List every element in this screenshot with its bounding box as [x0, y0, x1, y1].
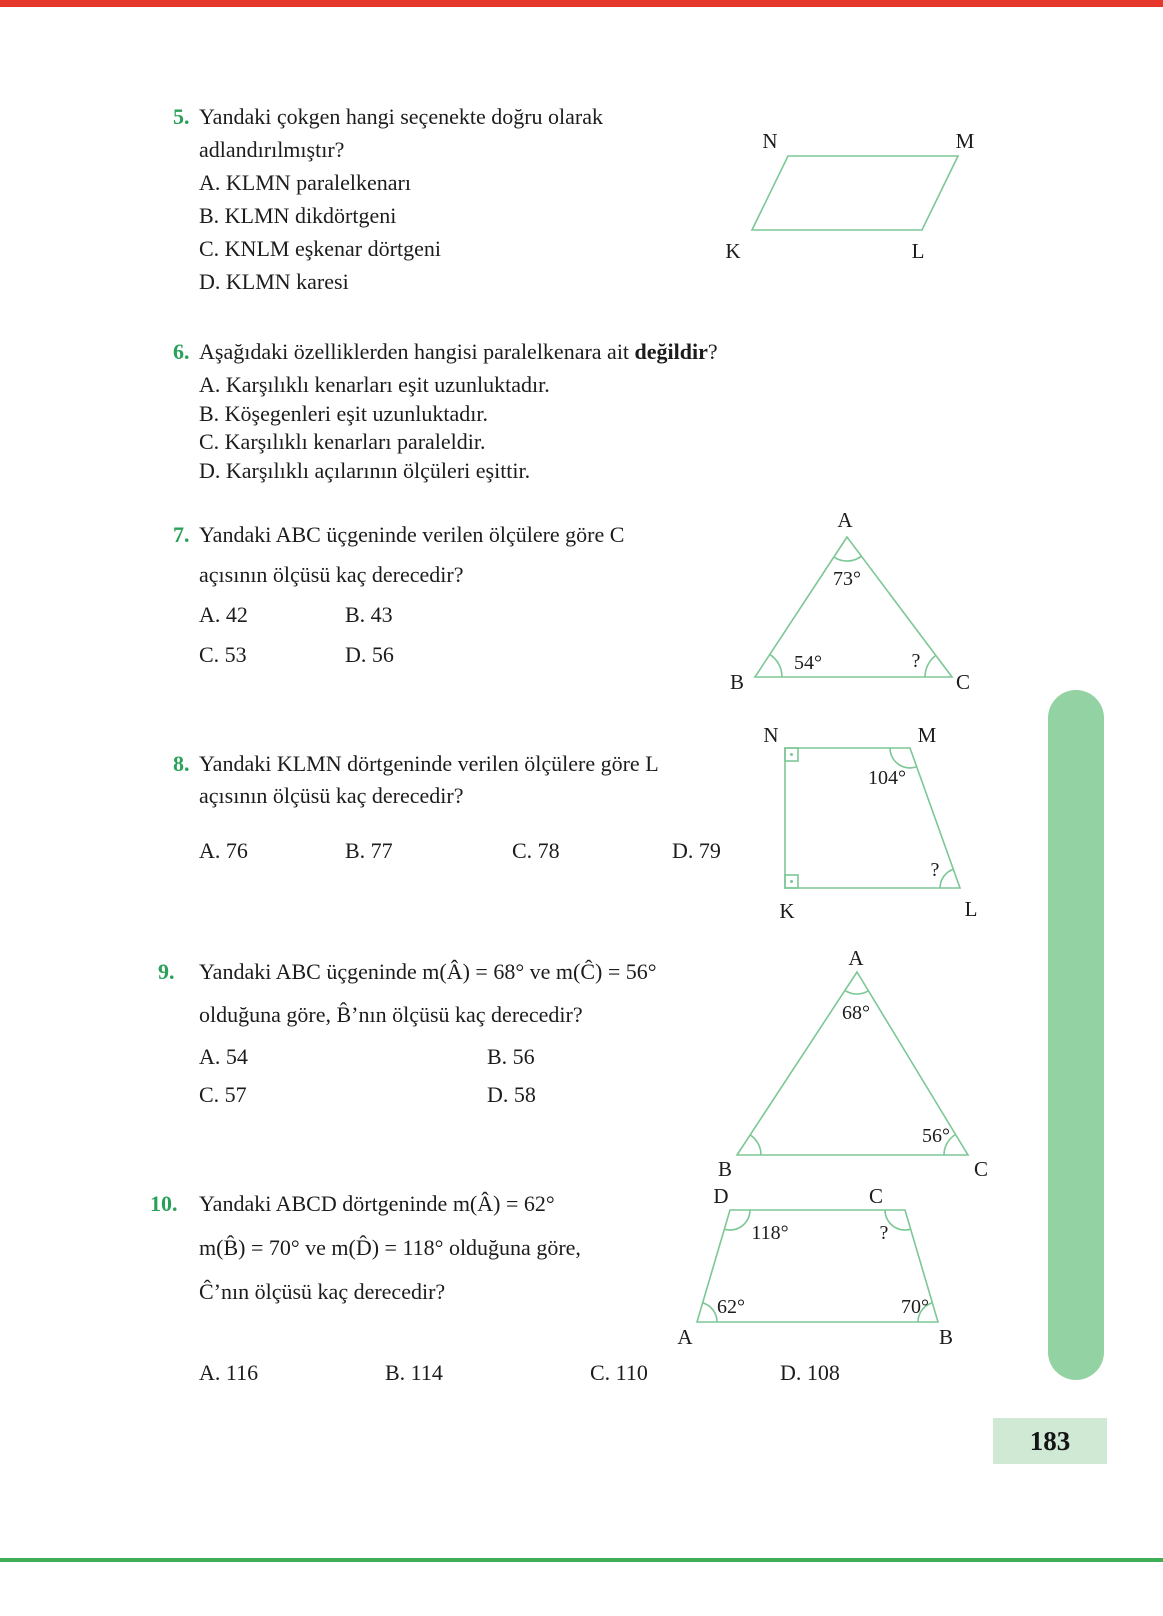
triangle-shape [755, 537, 952, 677]
question-9-text-line-2: olduğuna göre, B̂’nın ölçüsü kaç derecedir? [199, 1002, 583, 1027]
question-6-option-b: B. Köşegenleri eşit uzunluktadır. [199, 400, 488, 426]
q9-vertex-a: A [848, 946, 864, 970]
question-10 [150, 1182, 840, 1389]
question-9-option-b: B. 56 [487, 1044, 535, 1069]
question-9 [158, 950, 728, 1114]
question-6-option-c: C. Karşılıklı kenarları paraleldir. [199, 429, 486, 454]
q5-vertex-m: M [955, 129, 975, 153]
q10-trapezoid-diagram [668, 1185, 968, 1350]
question-9-option-d: D. 58 [487, 1082, 536, 1107]
question-5-option-b: B. KLMN dikdörtgeni [199, 203, 397, 228]
question-7-option-c: C. 53 [199, 642, 247, 667]
question-8-option-a: A. 76 [199, 838, 248, 863]
question-5-option-c: C. KNLM eşkenar dörtgeni [199, 236, 441, 261]
angle-arc-a [703, 1303, 717, 1322]
q7-vertex-a: A [837, 508, 853, 532]
question-6-text-prefix: Aşağıdaki özelliklerden hangisi paralelkenara ait [199, 339, 635, 364]
question-6-bold-word: değildir [634, 339, 708, 364]
question-5-option-d: D. KLMN karesi [199, 269, 349, 294]
question-8-text-line-1: Yandaki KLMN dörtgeninde verilen ölçülere göre L [199, 751, 659, 776]
question-7-option-b: B. 43 [345, 602, 393, 627]
q10-angle-a-label: 62° [717, 1296, 745, 1318]
question-5-number: 5. [173, 104, 190, 129]
angle-arc-b [770, 654, 782, 677]
q9-angle-a-label: 68° [842, 1002, 870, 1024]
right-angle-dot-n [790, 753, 793, 756]
question-7 [173, 515, 713, 675]
q8-angle-m-label: 104° [868, 767, 906, 789]
q7-vertex-c: C [955, 670, 971, 694]
q8-vertex-m: M [917, 723, 937, 747]
q8-vertex-k: K [779, 899, 795, 923]
question-10-option-b: B. 114 [385, 1360, 443, 1385]
q8-vertex-l: L [964, 897, 978, 921]
right-angle-dot-k [790, 880, 793, 883]
q8-angle-l-label: ? [930, 859, 940, 881]
question-10-option-a: A. 116 [199, 1360, 259, 1385]
q7-angle-a-label: 73° [833, 568, 861, 590]
question-6-number: 6. [173, 339, 190, 364]
q9-triangle-diagram [705, 945, 1000, 1185]
angle-arc-c [925, 655, 936, 677]
top-border-line [0, 0, 1163, 7]
angle-arc-a [845, 990, 869, 994]
q7-vertex-b: B [729, 670, 745, 694]
question-9-option-a: A. 54 [199, 1044, 248, 1069]
bottom-border-line [0, 1558, 1163, 1562]
question-8-option-d: D. 79 [672, 838, 721, 863]
question-7-number: 7. [173, 522, 190, 547]
question-7-text-line-1: Yandaki ABC üçgeninde verilen ölçülere göre C [199, 522, 625, 547]
question-6-option-a: A. Karşılıklı kenarları eşit uzunluktadır. [199, 372, 550, 397]
q10-angle-c-label: ? [879, 1222, 889, 1244]
q5-vertex-l: L [911, 239, 925, 263]
angle-arc-b [750, 1135, 761, 1155]
question-9-text-line-1: Yandaki ABC üçgeninde m(Â) = 68° ve m(Ĉ) = 56° [199, 959, 657, 984]
q7-angle-c-label: ? [911, 650, 921, 672]
question-8-text-line-2: açısının ölçüsü kaç derecedir? [199, 783, 464, 808]
q5-parallelogram-diagram [700, 118, 990, 263]
question-9-option-c: C. 57 [199, 1082, 247, 1107]
page-number: 183 [1029, 1425, 1071, 1456]
question-8 [173, 748, 733, 867]
q10-angle-d-label: 118° [751, 1222, 789, 1244]
q7-angle-b-label: 54° [794, 652, 822, 674]
question-9-number: 9. [158, 959, 175, 984]
question-7-option-d: D. 56 [345, 642, 394, 667]
question-10-text-line-2: m(B̂) = 70° ve m(D̂) = 118° olduğuna göre, [199, 1235, 581, 1260]
question-6-option-d: D. Karşılıklı açılarının ölçüleri eşittir. [199, 457, 531, 483]
q9-angle-c-label: 56° [922, 1125, 950, 1147]
question-8-option-c: C. 78 [512, 838, 560, 863]
q9-vertex-b: B [717, 1157, 733, 1181]
question-10-option-d: D. 108 [780, 1360, 840, 1385]
angle-arc-m [890, 748, 917, 768]
question-10-number: 10. [150, 1191, 178, 1216]
question-5 [173, 100, 733, 298]
question-10-option-c: C. 110 [590, 1360, 648, 1385]
question-6-text-suffix: ? [707, 339, 718, 364]
q8-vertex-n: N [763, 723, 779, 747]
question-5-option-a: A. KLMN paralelkenarı [199, 170, 411, 195]
q10-vertex-a: A [677, 1325, 693, 1349]
q5-vertex-n: N [762, 129, 778, 153]
parallelogram-shape [752, 156, 958, 230]
right-side-tab [1048, 690, 1104, 1380]
q9-vertex-c: C [973, 1157, 989, 1181]
q10-vertex-d: D [713, 1185, 729, 1208]
q7-triangle-diagram [720, 505, 985, 695]
question-8-option-b: B. 77 [345, 838, 393, 863]
angle-arc-a [834, 556, 862, 561]
angle-arc-c [885, 1210, 911, 1230]
question-7-text-line-2: açısının ölçüsü kaç derecedir? [199, 562, 464, 587]
q5-vertex-k: K [725, 239, 741, 263]
angle-arc-d [724, 1210, 750, 1230]
question-7-option-a: A. 42 [199, 602, 248, 627]
q10-vertex-c: C [868, 1185, 884, 1208]
question-10-text-line-3: Ĉ’nın ölçüsü kaç derecedir? [199, 1279, 446, 1304]
question-5-text-line-1: Yandaki çokgen hangi seçenekte doğru olarak [199, 104, 604, 129]
page-number-box [993, 1418, 1107, 1464]
q10-vertex-b: B [938, 1325, 954, 1349]
question-10-text-line-1: Yandaki ABCD dörtgeninde m(Â) = 62° [199, 1191, 555, 1216]
question-6 [173, 335, 873, 485]
question-5-text-line-2: adlandırılmıştır? [199, 137, 345, 162]
question-8-number: 8. [173, 751, 190, 776]
q8-quadrilateral-diagram [755, 718, 1000, 925]
q10-angle-b-label: 70° [901, 1296, 929, 1318]
angle-arc-l [940, 869, 953, 888]
